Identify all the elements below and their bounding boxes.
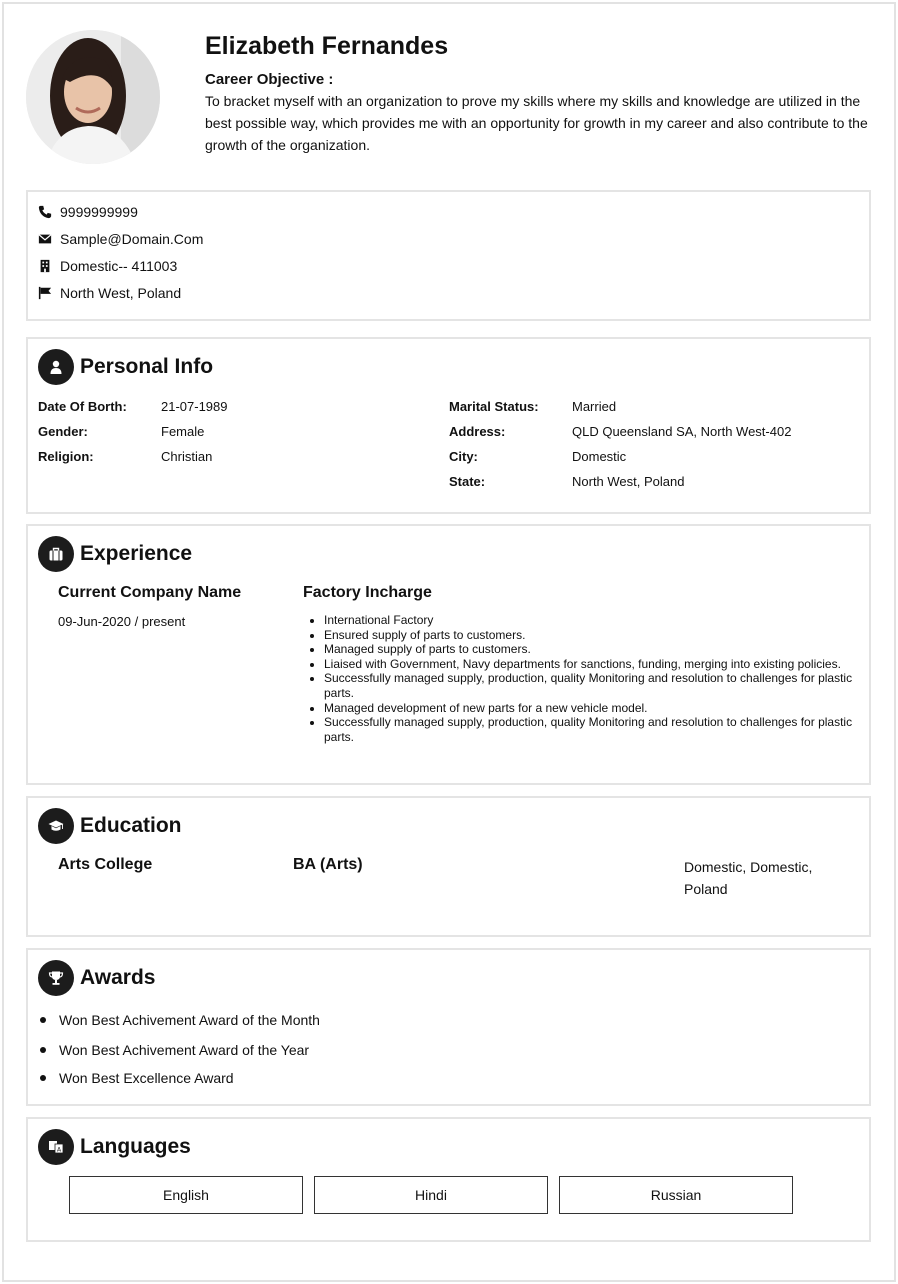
contact-email: [38, 231, 203, 247]
contact-location: [38, 285, 181, 301]
info-row: [449, 449, 626, 464]
section-title: Personal Info: [80, 355, 214, 378]
section-title: Experience: [80, 542, 193, 565]
responsibility-list: [324, 613, 854, 744]
awards-header: [38, 960, 155, 996]
award-item: [40, 1042, 309, 1058]
profile-photo: [26, 30, 160, 164]
languages-section: [26, 1117, 871, 1242]
info-row: [449, 474, 684, 489]
languages-header: [38, 1129, 191, 1165]
contact-phone: [38, 204, 138, 220]
language-tag: Russian: [559, 1176, 793, 1214]
language-icon: [38, 1129, 74, 1165]
contact-card: [26, 190, 871, 321]
job-title: Factory Incharge: [303, 584, 432, 601]
trophy-icon: [38, 960, 74, 996]
personal-info-header: [38, 349, 213, 385]
info-row: [38, 424, 204, 439]
flag-icon: [38, 286, 52, 300]
award-text: Won Best Achivement Award of the Month: [59, 1012, 320, 1028]
info-row: [449, 399, 616, 414]
info-label: State:: [449, 474, 486, 489]
phone-number: 9999999999: [60, 204, 138, 220]
building-icon: [38, 259, 52, 273]
list-item: • Successfully managed supply, production, quality Monitoring and resolution to challenges for plastic parts.: [324, 715, 854, 744]
location-text: North West, Poland: [60, 285, 182, 301]
experience-header: [38, 536, 192, 572]
language-tag: English: [69, 1176, 303, 1214]
graduation-cap-icon: [38, 808, 74, 844]
envelope-icon: [38, 232, 52, 246]
info-label: Religion:: [38, 449, 94, 464]
list-item: • Ensured supply of parts to customers.: [324, 628, 854, 643]
email-address: Sample@Domain.Com: [60, 231, 204, 247]
section-title: Education: [80, 814, 182, 837]
company-name: Current Company Name: [58, 584, 242, 601]
section-title: Languages: [80, 1135, 191, 1158]
user-icon: [38, 349, 74, 385]
list-item: • Successfully managed supply, production, quality Monitoring and resolution to challenges for plastic parts.: [324, 671, 854, 700]
briefcase-icon: [38, 536, 74, 572]
info-value: Female: [161, 424, 205, 439]
award-text: Won Best Excellence Award: [59, 1070, 234, 1086]
experience-section: [26, 524, 871, 785]
info-value: Domestic: [572, 449, 627, 464]
bullet: [40, 1047, 46, 1053]
candidate-name: Elizabeth Fernandes: [205, 32, 449, 60]
career-objective: [205, 71, 877, 156]
info-label: Address:: [449, 424, 506, 439]
svg-text:A: A: [56, 1146, 62, 1154]
award-item: [40, 1070, 234, 1086]
list-item: • Managed supply of parts to customers.: [324, 642, 854, 657]
contact-address: [38, 258, 177, 274]
education-header: [38, 808, 182, 844]
school-name: Arts College: [58, 856, 153, 873]
info-value: 21-07-1989: [161, 399, 228, 414]
award-text: Won Best Achivement Award of the Year: [59, 1042, 310, 1058]
list-item: • International Factory: [324, 613, 854, 628]
info-label: Marital Status:: [449, 399, 539, 414]
bullet: [40, 1075, 46, 1081]
info-value: QLD Queensland SA, North West-402: [572, 424, 792, 439]
info-value: Christian: [161, 449, 213, 464]
info-value: North West, Poland: [572, 474, 685, 489]
employment-dates: 09-Jun-2020 / present: [58, 614, 186, 629]
education-section: [26, 796, 871, 937]
objective-text: To bracket myself with an organization to prove my skills where my skills and knowledge are utilized in the best possible way, which provides me with an opportunity for growth in my career and also contribute to the growth of the organization.: [205, 93, 868, 153]
list-item: • Managed development of new parts for a new vehicle model.: [324, 701, 854, 716]
phone-icon: [38, 205, 52, 219]
info-row: [449, 424, 791, 439]
personal-info-section: [26, 337, 871, 514]
award-item: [40, 1012, 320, 1028]
list-item: • Liaised with Government, Navy departments for sanctions, funding, merging into existing policies.: [324, 657, 854, 672]
section-title: Awards: [80, 966, 156, 989]
degree: BA (Arts): [293, 856, 363, 873]
info-row: [38, 449, 212, 464]
info-label: City:: [449, 449, 478, 464]
info-value: Married: [572, 399, 617, 414]
info-label: Date Of Borth:: [38, 399, 127, 414]
info-row: [38, 399, 228, 414]
awards-section: [26, 948, 871, 1106]
info-label: Gender:: [38, 424, 88, 439]
objective-title: Career Objective :: [205, 71, 334, 88]
postal-address: Domestic-- 411003: [60, 258, 178, 274]
bullet: [40, 1017, 46, 1023]
school-location: Domestic, Domestic, Poland: [684, 859, 813, 897]
language-tag: Hindi: [314, 1176, 548, 1214]
